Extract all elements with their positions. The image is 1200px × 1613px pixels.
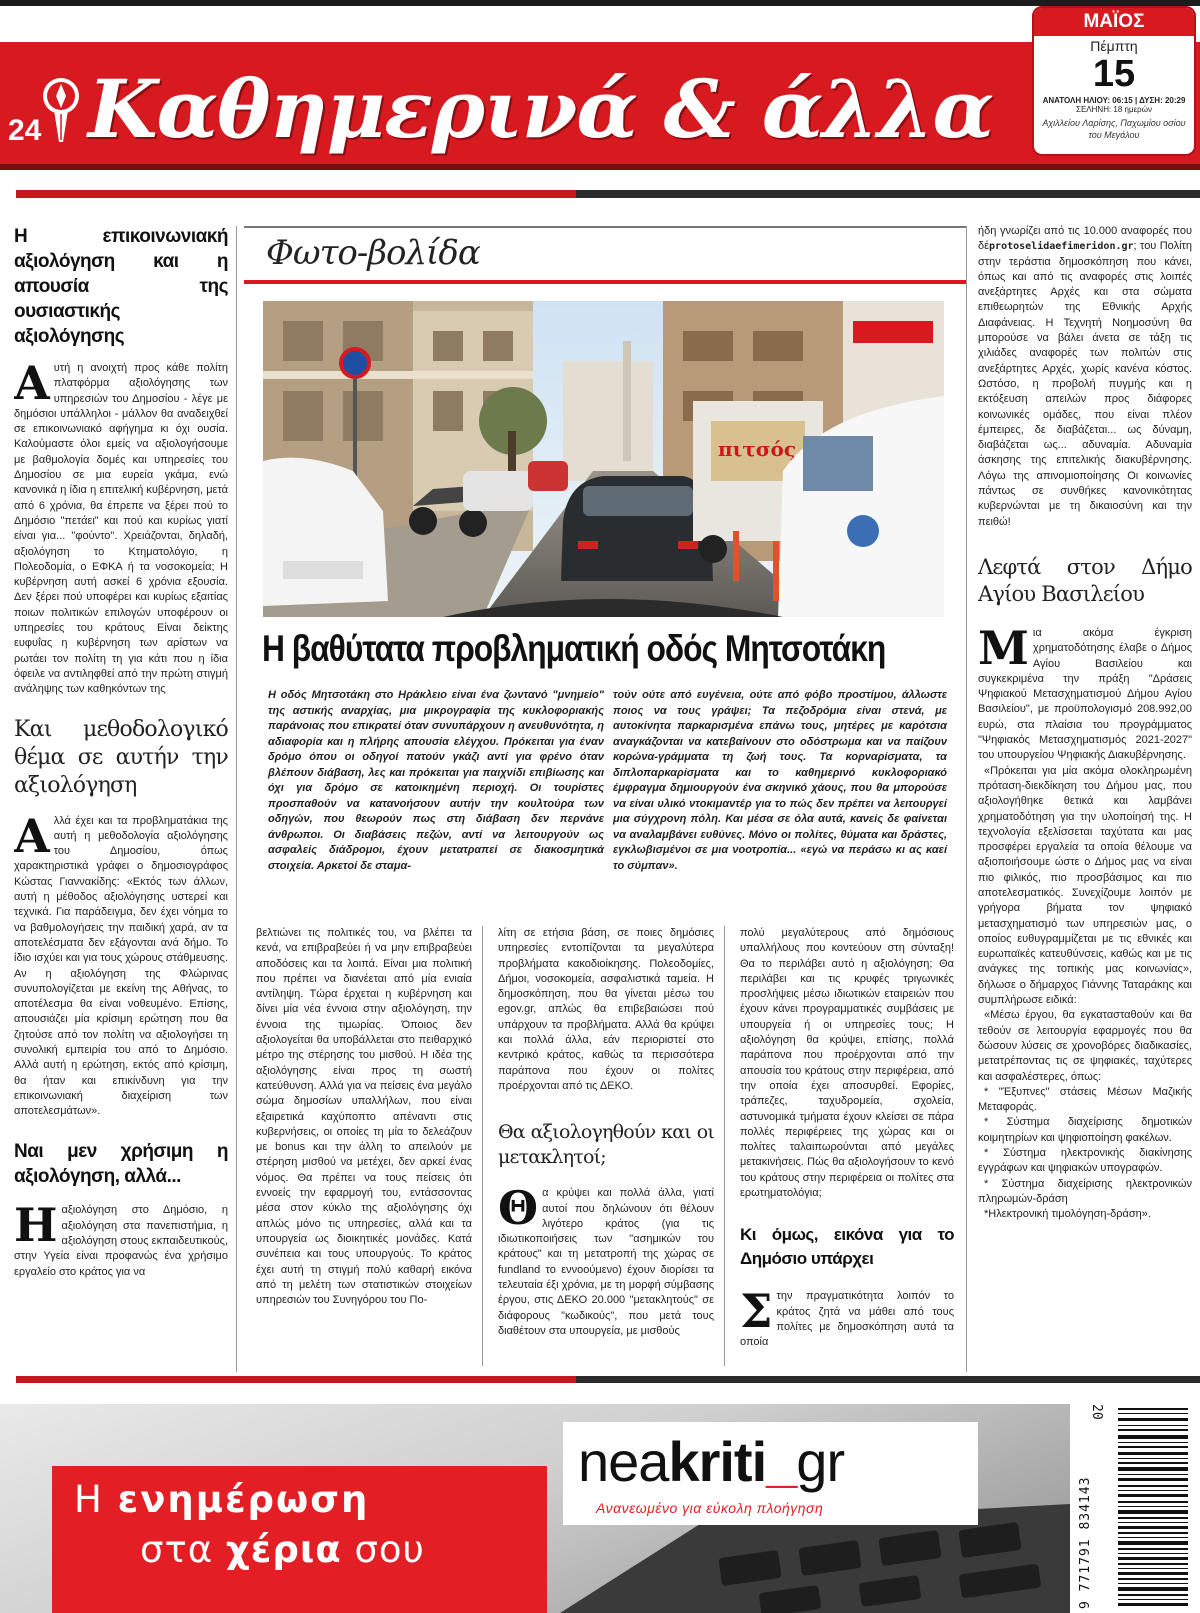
dropcap: Α <box>14 808 50 863</box>
article-body: λίτη σε ετήσια βάση, σε ποιες δημόσιες υπηρεσίες εντοπίζονται τα μεγαλύτερα προβλήματα κακοδιοίκησης. Πολεοδομίες, Δήμοι, νοσοκομεία, ασφαλιστικά ταμεία. Η δημοσκόπηση, που θα γίνεται μέσω του egov.gr, απλώς θα επιβεβαιώσει πού υπάρχουν τα προβλήματα. Αλλά θα κρύψει και πολλά άλλα, εάν περιοριστεί στο κεντρικό κράτος, καθώς τα περισσότερα παράπονα που έχουν οι πολίτες προέρχονται από τις ΔΕΚΟ. <box>498 927 714 1092</box>
dropcap: Θ <box>498 1181 539 1236</box>
list-item: *Ηλεκτρονική τιμολόγηση-δράση». <box>984 1208 1151 1221</box>
ad-slogan-line-1: Η ενημέρωση <box>74 1478 370 1521</box>
article-body: Θα κρύψει και πολλά άλλα, γιατί αυτοί που δηλώνουν ότι θέλουν λιγότερο κράτος (για τις ιδιωτικοποιήσεις των "ασημικών του κράτους" και τη μετατροπή της χώρας σε fundland το εννοούμενο) έχουν διορίσει τα τελευταία έξι χρόνια, με τη μορφή σύμβασης έργου, στις ΔΕΚΟ 20.000 "μετακλητούς" σε διάφορους "κωδικούς", που μετά τους διαθέτουν στα υπουργεία, με μισθούς <box>498 1181 714 1337</box>
middle-col-1 <box>256 926 472 1366</box>
watermark: protoselidaefimeridon.gr <box>989 241 1134 253</box>
column-divider <box>482 926 483 1366</box>
article-body: Στην πραγματικότητα λοιπόν το κράτος ζητά να μάθει από τους πολίτες με δημοσκόπηση αυτά τα οποία <box>740 1284 954 1349</box>
article-headline: Η επικοινωνιακή αξιολόγηση και η απουσία της ουσιαστικής αξιολόγησης <box>14 226 228 347</box>
dropcap: Σ <box>740 1284 773 1339</box>
article-body: Μια ακόμα έγκριση χρηματοδότησης έλαβε ο Δήμος Αγίου Βασιλείου και συγκεκριμένα την πράξη "Δράσεις Ψηφιακού Μετασχηματισμού Δήμου Αγίου Βασιλείου", με προϋπολογισμό 208.992,00 ευρώ, στα πλαίσια του προγράμματος "Ψηφιακός Μετασχηματισμός 2021-2027" του υπουργείου Ψηφιακής Διακυβέρνησης. <box>978 620 1192 762</box>
street-photo <box>263 301 944 617</box>
issue-number: 20 <box>1089 1404 1104 1420</box>
dropcap: Μ <box>978 620 1029 675</box>
feature-headline: Η βαθύτατα προβληματική οδός Μητσοτάκη <box>262 628 886 669</box>
quill-pen-logo-icon <box>36 74 86 146</box>
article-headline: Λεφτά στον Δήμο Αγίου Βασιλείου <box>978 554 1192 606</box>
sunrise-sunset: ΑΝΑΤΟΛΗ ΗΛΙΟΥ: 06:15 | ΔΥΣΗ: 20:29 <box>1042 96 1186 105</box>
list-item: * Σύστημα διαχείρισης ηλεκτρονικών πληρωμών-δράση <box>978 1177 1192 1205</box>
section-title: Καθημερινά & άλλα <box>88 62 994 156</box>
article-body: ήδη γνωρίζει από τις 10.000 αναφορές που δέprotoselidaefimeridon.gr; του Πολίτη στην τεράστια δημοσκόπηση που κάνει, όπως και από τις αναφορές στις λοιπές ανεξάρτητες Αρχές και στα σώματα επιθεωρητών της Εθνικής Αρχής Διαφάνειας. Η Τεχνητή Νοημοσύνη θα μπορούσε να βάλει άνετα σε τάξη τις χιλιάδες αναφορές των πολιτών στις ανεξάρτητες Αρχές, χωρίς κανένα κόστος. Ωστόσο, η προβολή πυγμής και η εκτόξευση απειλών προς διάφορες κοινωνικές ομάδες, που είναι πλέον έμπειρες, δε διαβάζεται... ως δύναμη, διαβάζεται ως... αδυναμία. Αδυναμία άσκησης της επιτελικής διακυβέρνησης. Λόγω της απινομιοποίησης Οι κοινωνίες πάντως σε συνθήκες κανονικότητας κυβερνώνται με τη δικαιοσύνη και την πειθώ! <box>978 225 1192 528</box>
moon-phase: ΣΕΛΗΝΗ: 18 ημερών <box>1076 105 1152 114</box>
date-day-number: 15 <box>1092 53 1136 95</box>
column-divider <box>724 926 725 1366</box>
feature-top-rule <box>244 226 966 228</box>
ad-brand-slogan: Ανανεωμένο για εύκολη πλοήγηση <box>596 1500 824 1516</box>
left-column <box>14 224 228 1374</box>
footer-divider-accent <box>16 1376 576 1383</box>
article-body: «Πρόκειται για μία ακόμα ολοκληρωμένη πρόταση-διεκδίκηση του Δήμου μας, που αξιολογήθηκε θετικά και λαμβάνει χρηματοδότηση για την υλοποίησή της. Η τεχνολογία εξελίσσεται ταχύτατα και μας προσφέρει εργαλεία τα οποία θέλουμε να αξιοποιήσουμε ώστε ο Δήμος μας να είναι πιο φιλικός, πιο προσβάσιμος και πιο αποτελεσματικός. Συνεχίζουμε λοιπόν με γρήγορα βήματα τον ψηφιακό μετασχηματισμό των υπηρεσιών μας, ο οποίος ευθυγραμμίζεται με τις εθνικές και ευρωπαϊκές κατευθύνσεις, καθώς και με τις ανάγκες της τοπικής μας κοινωνίας», δήλωσε ο δήμαρχος Γιάννης Ταταράκης και συμπλήρωσε ειδικά: <box>978 764 1192 1007</box>
ad-slogan-line-2: στα χέρια σου <box>140 1528 425 1571</box>
advertisement[interactable] <box>0 1404 1070 1613</box>
date-box <box>1032 6 1196 156</box>
article-headline: Ναι μεν χρήσιμη η αξιολόγηση, αλλά... <box>14 1141 228 1188</box>
article-body: Ηαξιολόγηση στο Δημόσιο, η αξιολόγηση στα πανεπιστήμια, η αξιολόγηση στους εκπαιδευτικούς, στην Υγεία είναι προφανώς ένα χρήσιμο εργαλείο στο κράτος για να <box>14 1198 228 1278</box>
column-divider <box>966 226 967 1372</box>
street-photo-illustration <box>263 301 944 617</box>
article-body: Αλλά έχει και τα προβληματάκια της αυτή η μεθοδολογία αξιολόγησης του Δημοσίου, όπως χαρακτηριστικά γράφει ο δημοσιογράφος Κώστας Γιαννακίδης: «Εκτός των άλλων, αυτή η μέθοδος αξιολόγησης υστερεί και τεχνικά. Για παράδειγμα, δεν έχει νόημα το να βαθμολογήσεις την παιδική χαρά, αν τα αποτελέσματα δεν εξάγονται ανά δήμο. Το ίδιο ισχύει και για τους χώρους στάθμευσης. Αν η αξιολόγηση της Φλώρινας συνυπολογίζεται με εκείνη της Αθήνας, το αποτέλεσμα θα είναι νοθευμένο. Επίσης, απουσιάζει μία κρίσιμη ερώτηση που θα ζητούσε από τον πολίτη να αξιολογήσει τη συνολική εμπειρία του από το Δημόσιο. Αλλά αυτή η ερώτηση, εκτός από κρίσιμη, θα ήταν και επικίνδυνη για την επικοινωνιακή διαχείριση των αποτελεσμάτων». <box>14 808 228 1118</box>
middle-col-3 <box>740 926 954 1366</box>
article-body: βελτιώνει τις πολιτικές του, να βλέπει τα κενά, να επιβραβεύει ή να μην επιβραβεύει αποδόσεις και τα λοιπά. Είναι μια πολιτική που πρέπει να διανέεται από μία ενιαία αντίληψη. Τώρα έρχεται η κυβέρνηση και δίνει μία νέα έννοια στην αξιολόγηση, την έννοια της τιμωρίας. Όποιος δεν αξιολογείται θα υποβάλλεται στο πειθαρχικό μέτρο της στέρησης του μισθού. Η ιδέα της αξιολόγησης είναι προς τη σωστή κατεύθυνση. Αλλά για να πείσεις ένα μεγάλο σώμα δημοσίων υπαλλήλων, που είναι εξαιρετικά καχύποπτο απέναντι στις κυβερνήσεις, οι οποίες τη μία το δελεάζουν με bonus και την άλλη το απειλούν με στέρηση μισθού να μετέχει, δεν αρκεί ένας νόμος. Θα πρέπει να τους πείσεις ότι εννοείς την εφαρμογή του, εντάσσοντας μέσα στον κύκλο της αξιολόγησης όχι απλώς μόνο τις υπηρεσίες, αλλά και τα υπουργεία ως διοικητικές μονάδες. Κατά συνέπεια και τους υπουργούς. Το κράτος έχει αυτή τη στιγμή πολύ καθαρή εικόνα από τη μελέτη των στατιστικών στοιχείων υπηρεσιών του Συνηγόρου του Πο- <box>256 927 472 1307</box>
list-item: * Σύστημα ηλεκτρονικής διακίνησης εγγράφων και ψηφιακών υπογραφών. <box>978 1147 1192 1175</box>
article-headline: Και μεθοδολογικό θέμα σε αυτήν την αξιολόγηση <box>14 716 228 798</box>
article-body: Αυτή η ανοιχτή προς κάθε πολίτη πλατφόρμα αξιολόγησης των υπηρεσιών του Δημοσίου - λέγε με δημόσιοι υπάλληλοι - μάλλον θα αναδειχθεί σε επικοινωνιακό αφήγημα κι όχι ουσία. Καλούμαστε όλοι εμείς να αξιολογήσουμε με βαθμολογία δομές και υπηρεσίες του Δημοσίου σε μια ευρεία γκάμα, ενώ κανονικά η ίδια η επιτελική κυβέρνηση, μετά από 6 χρόνια, θα έπρεπε να ξέρει πού το Δημόσιο "πετάει" και πού και κυρίως γιατί είναι για... "φούντο". Χρειάζονται, δηλαδή, αξιολόγηση το Κτηματολόγιο, η Πολεοδομία, ο ΕΦΚΑ ή τα νοσοκομεία; Η κυβέρνηση αυτή ασκεί 6 χρόνια εξουσία. Δεν ξέρει πού υποφέρει και κυρίως εξαιτίας ποιων πολιτικών επιλογών υποφέρουν οι υπηρεσίες του κράτους Είναι δείκτης ευφυΐας η κυβέρνηση των αρίστων να ρωτάει τον πολίτη τη για κάτι που η ίδια όφειλε να αντιληφθεί από την πρώτη στιγμή ανάληψης των καθηκόντων της <box>14 356 228 696</box>
column-divider <box>236 226 237 1372</box>
article-headline: Θα αξιολογηθούν και οι μετακλητοί; <box>498 1121 714 1169</box>
top-rule <box>0 0 1200 6</box>
feature-text-left: Η οδός Μητσοτάκη στο Ηράκλειο είναι ένα ζωντανό "μνημείο" της αστικής αναρχίας, μια μικρογραφία της κυκλοφοριακής παράνοιας που επικρατεί όταν συνυπάρχουν η ανευθυνότητα, η αδιαφορία και η πλήρης απουσία ελέγχου. Πρόκειται για έναν δρόμο όπου οι οδηγοί πατούν γκάζι αντί για φρένο όταν βλέπουν διάβαση, λες και πρόκειται για παιχνίδι επιβίωσης και όχι για δρόμο σε κατοικημένη περιοχή. Οι τουρίστες προσπαθούν να κατανοήσουν αυτήν την κουλτούρα των οδηγών, που θεωρούν πως στη διάβαση δεν περνάνε άνθρωποι. Οι διαβάσεις πεζών, αντί να λειτουργούν ως ασφαλείς διάδρομοι, έχουν μετατραπεί σε διακοσμητικά στοιχεία. Αρκετοί δε σταμα- <box>268 689 604 872</box>
article-headline: Κι όμως, εικόνα για το Δημόσιο υπάρχει <box>740 1225 954 1269</box>
ad-brand-logo: neakriti_gr <box>578 1430 845 1493</box>
feature-red-rule <box>244 280 966 284</box>
list-item: * "Έξυπνες" στάσεις Μέσων Μαζικής Μεταφοράς. <box>978 1085 1192 1114</box>
name-day-saints: Αχιλλείου Λαρίσης, Παχωμίου οσίου του Μεγάλου <box>1042 118 1186 140</box>
header-divider-accent <box>16 190 576 198</box>
feature-text-right: τούν ούτε από ευγένεια, ούτε από φόβο προστίμου, άλλωστε ποιος να τους γράψει; Τα πεζοδρόμια είναι στενά, με αυτοκίνητα παρκαρισμένα επάνω τους, μητέρες με καρότσια αναγκάζονται να κατεβαίνουν στο οδόστρωμα και να παίζουν κορώνα-γράμματα τη ζωή τους. Τα κορναρίσματα, τα διπλοπαρκαρίσματα και το καθημερινό κυκλοφοριακό έμφραγμα δημιουργούν ένα σκηνικό χάους, που θα μπορούσε να είναι υλικό ντοκιμαντέρ για το πώς δεν πρέπει να λειτουργεί μια σύγχρονη πόλη. Και μέσα σε όλα αυτά, κανείς δε φαίνεται να αναλαμβάνει ευθύνες. Μόνο οι πολίτες, θύματα και δράστες, εγκλωβισμένοι σε μια νοοτροπία... «εγώ να περάσω κι ας καεί το σύμπαν». <box>613 689 947 872</box>
masthead <box>0 0 1200 170</box>
list-item: * Σύστημα διαχείρισης δημοτικών κοιμητηρίων και ψηφιοποίηση φακέλων. <box>978 1116 1192 1144</box>
right-column <box>978 224 1192 1374</box>
date-month: ΜΑΪΟΣ <box>1034 8 1194 36</box>
barcode-digits: 9 771791 834143 <box>1078 1476 1093 1609</box>
dropcap: Α <box>14 356 50 410</box>
truck-sign: πιτσός <box>718 437 797 461</box>
article-body: «Μέσω έργου, θα εγκατασταθούν και θα τεθούν σε λειτουργία εφαρμογές που θα δώσουν λύσεις σε χρονοβόρες διαδικασίες, μετατρέποντας τις σε ψηφιακές, ταχύτερες και ασφαλέστερες, όπως: <box>978 1009 1192 1083</box>
page-number: 24 <box>8 114 42 147</box>
feature-kicker: Φωτο-βολίδα <box>266 233 480 273</box>
article-body: πολύ μεγαλύτερους από δημόσιους υπαλλήλους που κοντεύουν στη σύνταξη! Θα το περιλάβει αυτό η αξιολόγηση; Θα περιλάβει και τις κρυφές τριγωνικές προσλήψεις μέσω ιδιωτικών εταιρειών που έχουν κάνει προγραμματικές συμβάσεις με υπουργεία ή οι υπηρεσίες τους; Η αξιολόγηση θα κρύψει, επίσης, πολλά παράπονα που προέρχονται από την απουσία του κράτους στην περιφέρεια, από την οποία έχει αποσυρθεί. Εφορίες, τράπεζες, ταχυδρομεία, σχολεία, αστυνομικά τμήματα έχουν κλείσει σε πάρα πολλές περιφέρειες της χώρας και οι πολίτες ταλαιπωρούνται από μεγάλες μετακινήσεις. Πώς θα αξιολογήσουν το κενό του κράτους στην περιφέρεια οι πολίτες στα ερωτηματολόγια; <box>740 927 954 1200</box>
middle-col-2 <box>498 926 714 1366</box>
date-weekday: Πέμπτη <box>1090 38 1138 54</box>
dropcap: Η <box>14 1198 58 1253</box>
